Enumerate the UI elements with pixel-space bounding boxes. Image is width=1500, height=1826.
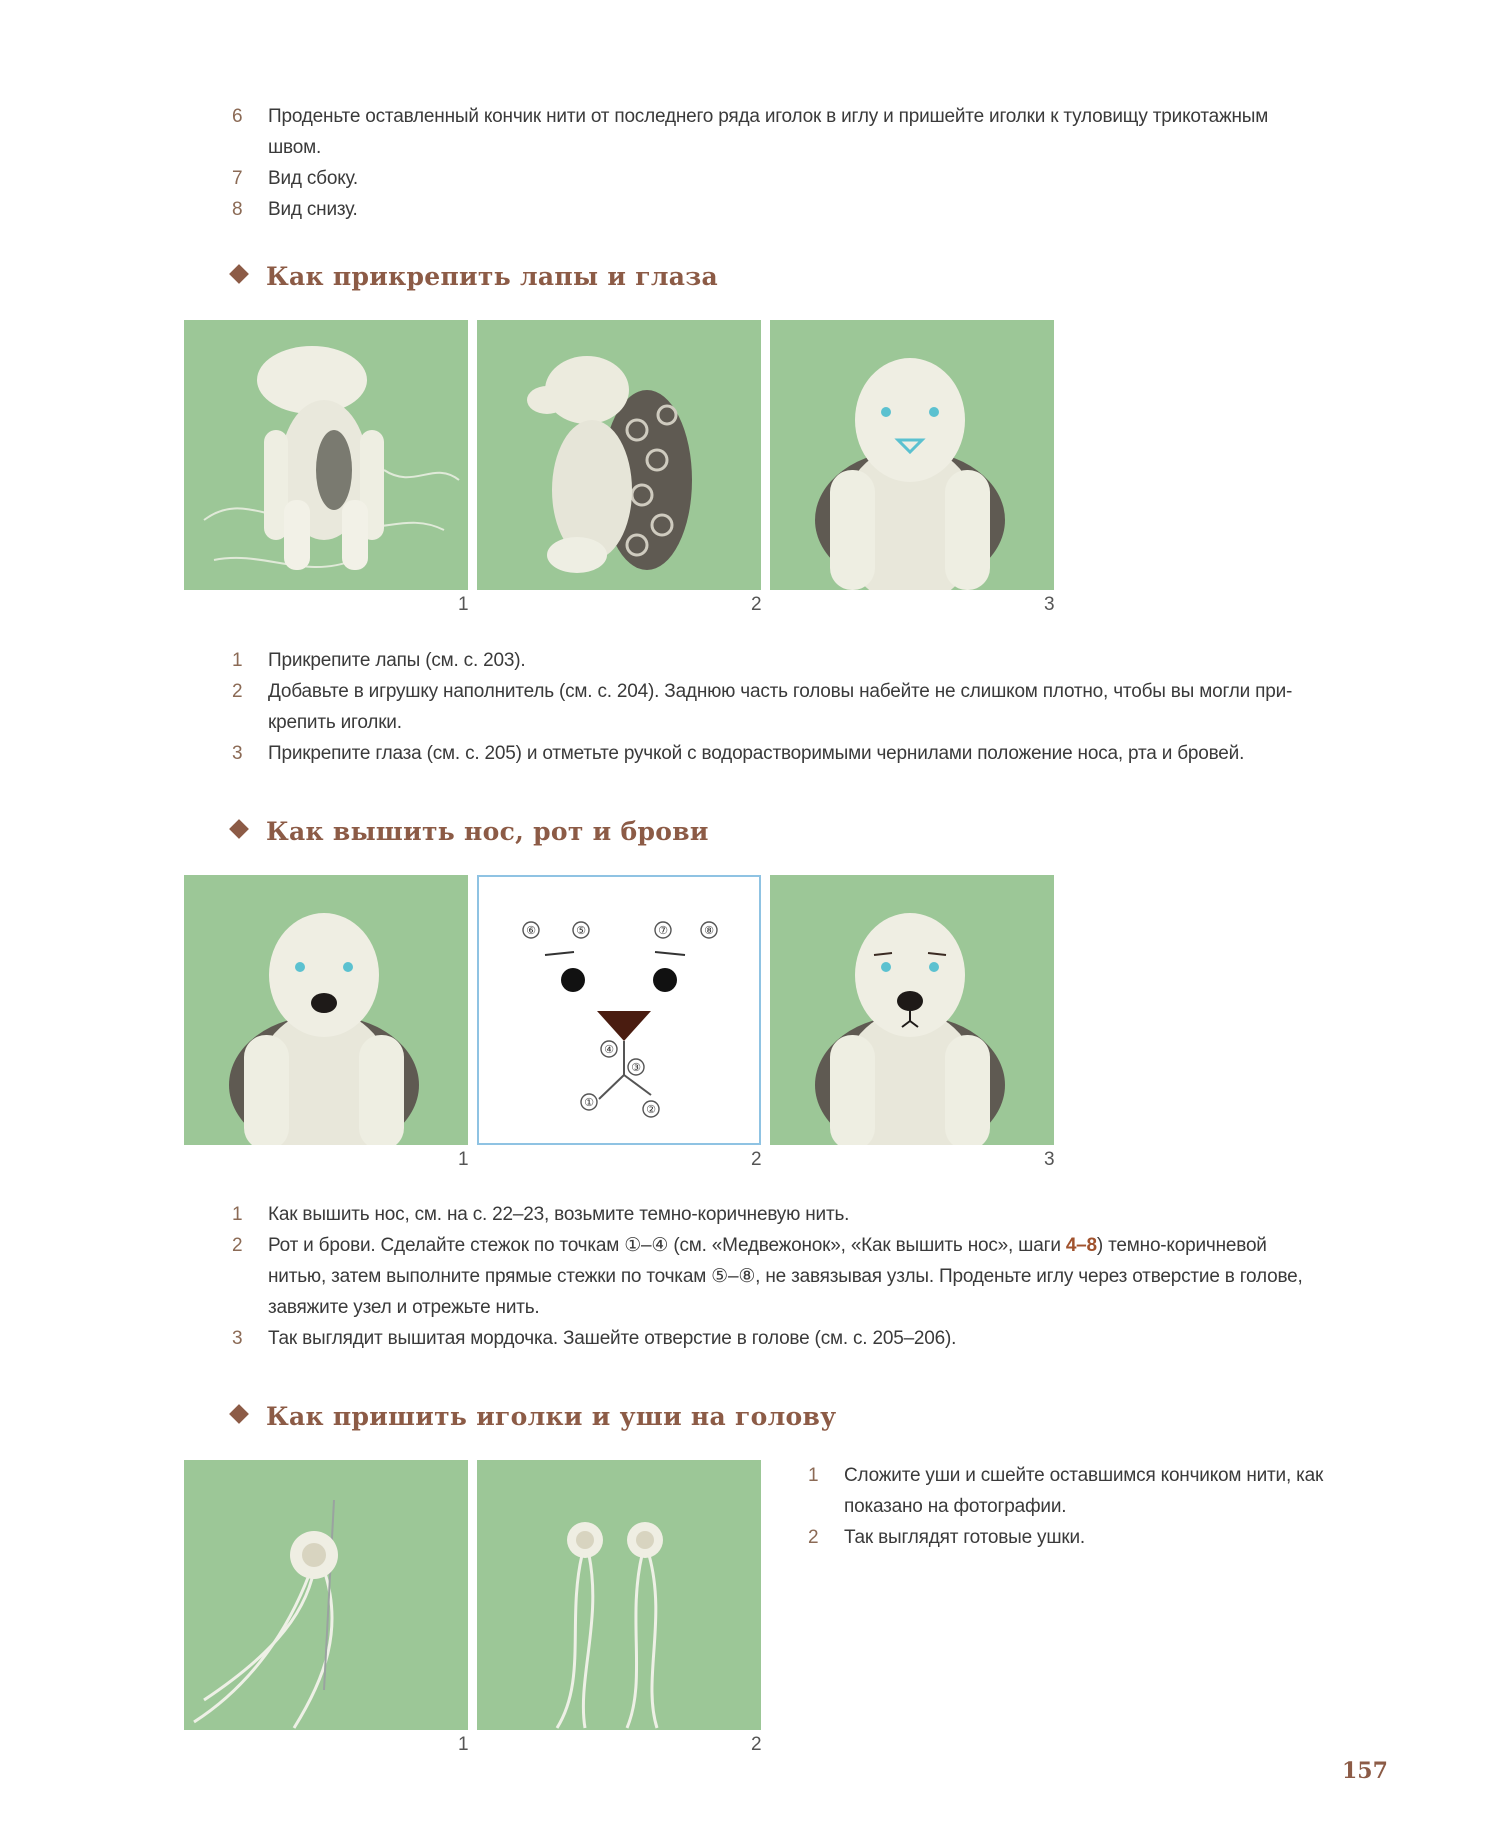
point-4: ④: [604, 1043, 614, 1056]
diamond-bullet-icon: [229, 1404, 249, 1424]
photo-3-finished-face: [770, 875, 1054, 1145]
section2-step-2: 2 Рот и брови. Сделайте стежок по точкам ①–④ (см. «Медвежонок», «Как вышить нос», шаги 4–8) темно-коричневой нитью, затем выполните прямые стежки по точкам ⑤–⑧, не завязывая узлы. Проденьте иглу через отверстие в голове, завяжите узел и отрежьте нить.: [232, 1235, 1303, 1318]
face-stitch-diagram: [477, 875, 761, 1145]
point-2: ②: [646, 1103, 656, 1116]
point-6: ⑥: [526, 924, 536, 937]
section1-step-2: 2 Добавьте в игрушку наполнитель (см. с. 204). Заднюю часть головы набейте не слишком плотно, чтобы вы могли при- крепить иголки.: [232, 681, 1293, 733]
intro-step-8: 8 Вид снизу.: [232, 199, 358, 220]
section-heading-nose-mouth: Как вышить нос, рот и брови: [232, 817, 709, 846]
section2-step-3: 3 Так выглядит вышитая мордочка. Зашейте отверстие в голове (см. с. 205–206).: [232, 1328, 957, 1349]
intro-step-6: 6 Проденьте оставленный кончик нити от последнего ряда иголок в иглу и пришейте иголки к туловищу трикотажным швом.: [232, 106, 1269, 158]
left-brow-stitch: [545, 952, 574, 955]
point-7: ⑦: [658, 924, 668, 937]
photo-1-ear-sewing: [184, 1460, 468, 1730]
intro-step-7: 7 Вид сбоку.: [232, 168, 359, 189]
section-heading-paws-eyes: Как прикрепить лапы и глаза: [232, 262, 718, 291]
caption-2: 2: [751, 594, 762, 615]
left-eye: [561, 968, 585, 992]
caption-1: 1: [458, 1734, 469, 1755]
caption-1: 1: [458, 1149, 469, 1170]
photo-3-eyes-marked: [770, 320, 1054, 590]
caption-3: 3: [1044, 1149, 1055, 1170]
photo-1-attached-paws: [184, 320, 468, 590]
page-number: 157: [1342, 1758, 1388, 1784]
section3-step-1: 1 Сложите уши и сшейте оставшимся кончиком нити, как показано на фотографии.: [808, 1465, 1324, 1517]
section-heading-quills-ears: Как пришить иголки и уши на голову: [232, 1402, 837, 1431]
point-3: ③: [631, 1061, 641, 1074]
nose-triangle: [597, 1011, 651, 1041]
caption-2: 2: [751, 1149, 762, 1170]
section1-step-3: 3 Прикрепите глаза (см. с. 205) и отметьте ручкой с водорастворимыми чернилами положение носа, рта и бровей.: [232, 743, 1245, 764]
caption-2: 2: [751, 1734, 762, 1755]
right-brow-stitch: [655, 952, 685, 955]
point-8: ⑧: [704, 924, 714, 937]
point-5: ⑤: [576, 924, 586, 937]
diamond-bullet-icon: [229, 264, 249, 284]
photo-2-stuffed-body-side: [477, 320, 761, 590]
caption-1: 1: [458, 594, 469, 615]
section1-step-1: 1 Прикрепите лапы (см. с. 203).: [232, 650, 526, 671]
diamond-bullet-icon: [229, 819, 249, 839]
point-1: ①: [584, 1096, 594, 1109]
photo-1-nose-embroidered: [184, 875, 468, 1145]
section3-step-2: 2 Так выглядят готовые ушки.: [808, 1527, 1085, 1548]
section2-step-1: 1 Как вышить нос, см. на с. 22–23, возьмите темно-коричневую нить.: [232, 1204, 850, 1225]
right-eye: [653, 968, 677, 992]
photo-2-finished-ears: [477, 1460, 761, 1730]
caption-3: 3: [1044, 594, 1055, 615]
